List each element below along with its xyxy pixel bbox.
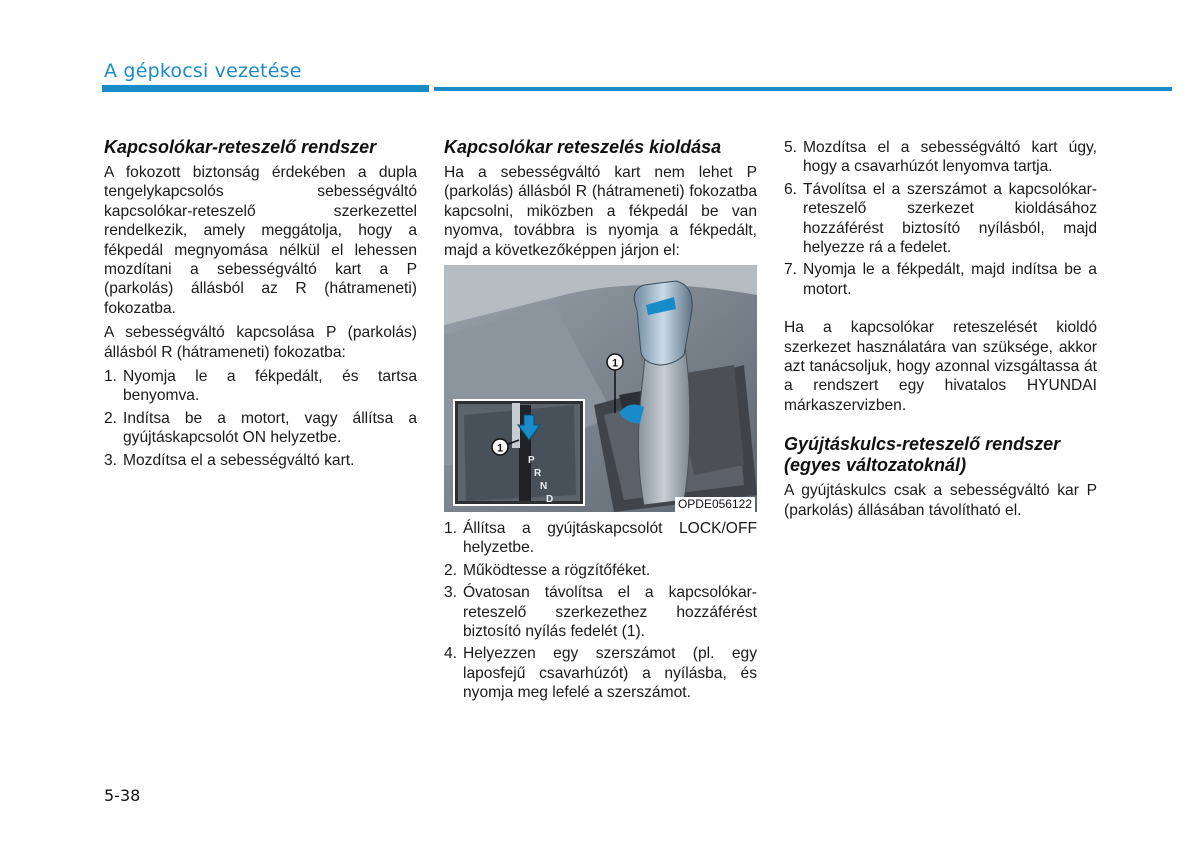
list-item: 3. Óvatosan távolítsa el a kapcsolókar-reteszelő szerkezethez hozzáférést biztosító nyílás fedelét (1). [444, 584, 757, 641]
gate-letter-d: D [546, 494, 554, 506]
heading-shift-lock-system: Kapcsolókar-reteszelő rendszer [104, 137, 377, 157]
list-item: 1. Nyomja le a fékpedált, és tartsa benyomva. [104, 368, 417, 405]
callout-number: 1 [611, 357, 619, 370]
gear-shift-illustration [444, 265, 757, 512]
spacer [784, 420, 1097, 434]
gate-letter-r: R [534, 468, 542, 480]
paragraph: A sebességváltó kapcsolása P (parkolás) állásból R (hátrameneti) fokozatba: [104, 324, 417, 361]
paragraph: A gyújtáskulcs csak a sebességváltó kar P (parkolás) állásában távolítható el. [784, 482, 1097, 519]
heading-shift-lock-release: Kapcsolókar reteszelés kioldása [444, 137, 722, 157]
section-title: A gépkocsi vezetése [104, 60, 302, 82]
list-item: 3. Mozdítsa el a sebességváltó kart. [104, 451, 355, 469]
gear-shift-drawing [444, 265, 757, 512]
figure-code: OPDE056122 [675, 497, 755, 512]
paragraph: Ha a sebességváltó kart nem lehet P (parkolás) állásból R (hátrameneti) fokozatba kapcsolni, miközben a fékpedál be van nyomva, továbbra is nyomja a fékpedált, majd a következőképpen járjon el: [444, 164, 757, 259]
step-list [444, 519, 757, 703]
header-rule-thick [102, 85, 429, 92]
list-item: 2. Működtesse a rögzítőféket. [444, 561, 651, 579]
heading-key-interlock: Gyújtáskulcs-reteszelő rendszer (egyes változatoknál) [784, 434, 1061, 476]
list-item: 7. Nyomja le a fékpedált, majd indítsa be a motort. [784, 261, 1097, 298]
callout-number: 1 [496, 442, 504, 455]
gate-letter-p: P [528, 455, 535, 467]
list-item: 4. Helyezzen egy szerszámot (pl. egy laposfejű csavarhúzót) a nyílásba, és nyomja meg lefelé a szerszámot. [444, 645, 757, 702]
paragraph: A fokozott biztonság érdekében a dupla tengelykapcsolós sebességváltó kapcsolókar-reteszelő szerkezettel rendelkezik, amely meggátolja, hogy a fékpedál megnyomása nélkül el lehessen mozdítani a sebességváltó kart a P (parkolás) állásból az R (hátrameneti) fokozatba. [104, 164, 417, 317]
header-rule-thin [434, 87, 1172, 91]
list-item: 1. Állítsa a gyújtáskapcsolót LOCK/OFF helyzetbe. [444, 520, 757, 557]
list-item: 5. Mozdítsa el a sebességváltó kart úgy, hogy a csavarhúzót lenyomva tartja. [784, 139, 1097, 176]
gate-letter-n: N [540, 481, 548, 493]
list-item: 6. Távolítsa el a szerszámot a kapcsolókar-reteszelő szerkezet kioldásához hozzáférést biztosító nyílásból, majd helyezze rá a fedelet. [784, 180, 1097, 257]
list-item: 2. Indítsa be a motort, vagy állítsa a gyújtáskapcsolót ON helyzetbe. [104, 409, 417, 447]
column-left [104, 137, 417, 475]
step-list [104, 367, 417, 470]
step-list [784, 138, 1097, 299]
paragraph: Ha a kapcsolókar reteszelését kioldó szerkezet használatára van szüksége, akkor azt tanácsoljuk, hogy azonnal vizsgáltassa át a rendszert egy hivatalos HYUNDAI márkaszervizben. [784, 319, 1097, 414]
page-number: 5-38 [104, 786, 141, 805]
column-middle [444, 137, 757, 708]
spacer [784, 304, 1097, 318]
column-right [784, 138, 1097, 525]
